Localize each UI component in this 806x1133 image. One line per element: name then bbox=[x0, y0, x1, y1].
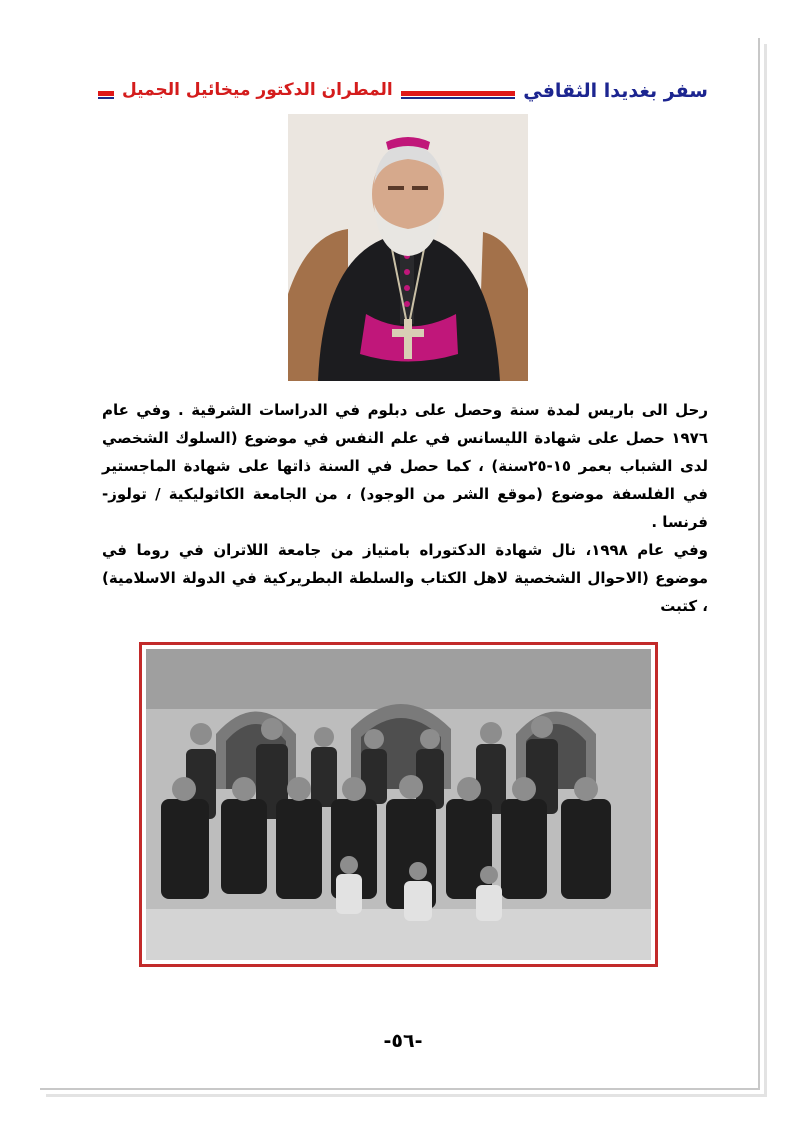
body-text bbox=[102, 396, 708, 620]
page-number: -٥٦- bbox=[383, 1030, 423, 1052]
group-photo-illustration bbox=[146, 649, 651, 960]
book-title: سفر بغديدا الثقافي bbox=[515, 80, 708, 102]
portrait-illustration bbox=[288, 114, 528, 381]
portrait-photo bbox=[288, 114, 528, 381]
page-header bbox=[98, 78, 708, 108]
group-photo bbox=[139, 642, 658, 967]
body-paragraph-1: رحل الى باريس لمدة سنة وحصل على دبلوم في الدراسات الشرقية . وفي عام ١٩٧٦ حصل على شهادة الليسانس في علم النفس في موضوع (السلوك الشخصي لدى الشباب بعمر ١٥-٢٥سنة) ، كما حصل في السنة ذاتها على شهادة الماجستير في الفلسفة موضوع (موقع الشر من الوجود) ، من الجامعة الكاثوليكية / تولوز- فرنسا . bbox=[102, 401, 708, 531]
body-paragraph-2: وفي عام ١٩٩٨، نال شهادة الدكتوراه بامتياز من جامعة اللاتران في روما في موضوع (الاحوال الشخصية لاهل الكتاب والسلطة البطريركية في الدولة الاسلامية) ، كتبت bbox=[102, 541, 708, 615]
chapter-title: المطران الدكتور ميخائيل الجميل bbox=[114, 80, 401, 100]
